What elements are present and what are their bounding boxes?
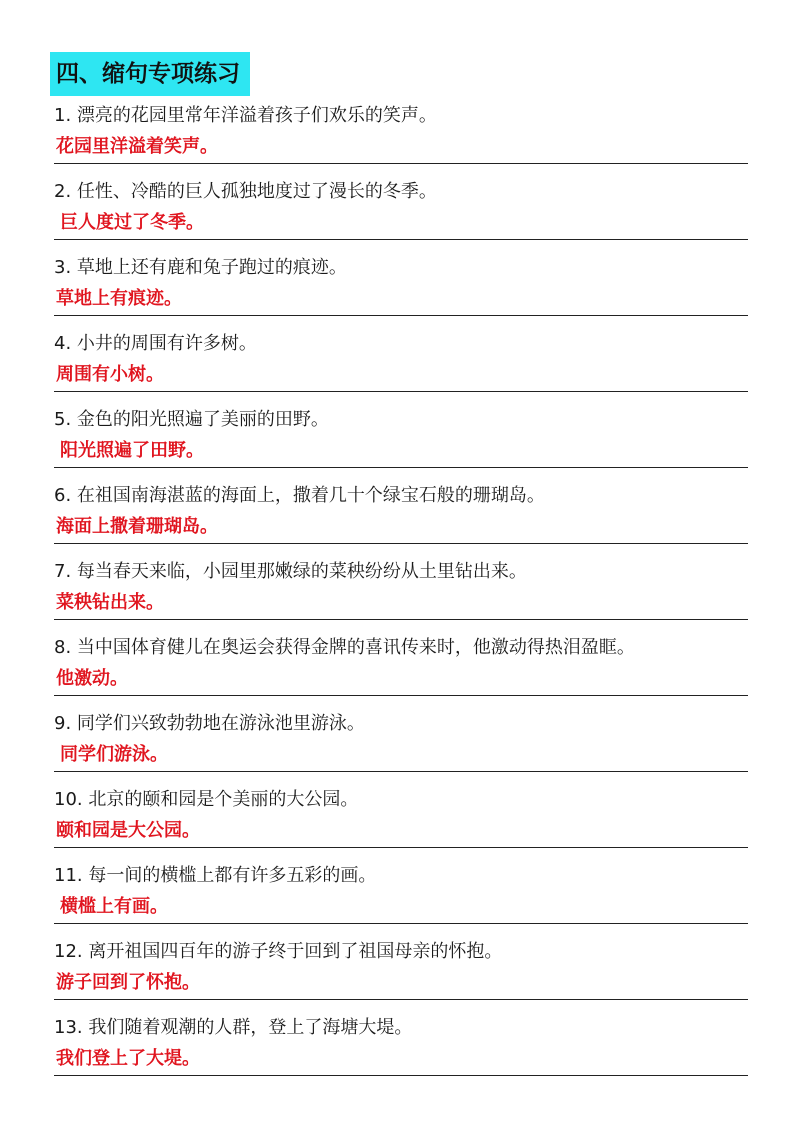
exercise-item (54, 705, 748, 781)
exercise-answer: 草地上有痕迹。 (56, 288, 182, 309)
exercise-item (54, 629, 748, 705)
answer-line (54, 695, 748, 696)
exercise-question: 7. 每当春天来临，小园里那嫩绿的菜秧纷纷从土里钻出来。 (54, 561, 527, 582)
exercise-answer: 周围有小树。 (56, 364, 164, 385)
exercise-answer: 阳光照遍了田野。 (60, 440, 204, 461)
exercise-answer: 横槛上有画。 (60, 896, 168, 917)
exercise-item (54, 249, 748, 325)
exercise-list (54, 97, 748, 1085)
exercise-answer: 颐和园是大公园。 (56, 820, 200, 841)
exercise-question: 6. 在祖国南海湛蓝的海面上，撒着几十个绿宝石般的珊瑚岛。 (54, 485, 545, 506)
answer-line (54, 315, 748, 316)
exercise-question: 10. 北京的颐和园是个美丽的大公园。 (54, 789, 359, 810)
answer-line (54, 847, 748, 848)
exercise-item (54, 1009, 748, 1085)
exercise-item (54, 553, 748, 629)
exercise-question: 3. 草地上还有鹿和兔子跑过的痕迹。 (54, 257, 347, 278)
exercise-question: 1. 漂亮的花园里常年洋溢着孩子们欢乐的笑声。 (54, 105, 437, 126)
exercise-answer: 游子回到了怀抱。 (56, 972, 200, 993)
exercise-item (54, 933, 748, 1009)
exercise-item (54, 97, 748, 173)
exercise-item (54, 477, 748, 553)
exercise-question: 2. 任性、冷酷的巨人孤独地度过了漫长的冬季。 (54, 181, 437, 202)
answer-line (54, 391, 748, 392)
exercise-item (54, 173, 748, 249)
exercise-question: 11. 每一间的横槛上都有许多五彩的画。 (54, 865, 377, 886)
answer-line (54, 619, 748, 620)
exercise-answer: 花园里洋溢着笑声。 (56, 136, 218, 157)
answer-line (54, 467, 748, 468)
exercise-item (54, 857, 748, 933)
exercise-question: 5. 金色的阳光照遍了美丽的田野。 (54, 409, 329, 430)
answer-line (54, 543, 748, 544)
answer-line (54, 771, 748, 772)
answer-line (54, 999, 748, 1000)
exercise-answer: 同学们游泳。 (60, 744, 168, 765)
exercise-answer: 我们登上了大堤。 (56, 1048, 200, 1069)
exercise-question: 9. 同学们兴致勃勃地在游泳池里游泳。 (54, 713, 365, 734)
answer-line (54, 163, 748, 164)
exercise-answer: 菜秧钻出来。 (56, 592, 164, 613)
exercise-question: 12. 离开祖国四百年的游子终于回到了祖国母亲的怀抱。 (54, 941, 503, 962)
exercise-answer: 海面上撒着珊瑚岛。 (56, 516, 218, 537)
answer-line (54, 239, 748, 240)
exercise-question: 8. 当中国体育健儿在奥运会获得金牌的喜讯传来时，他激动得热泪盈眶。 (54, 637, 635, 658)
answer-line (54, 1075, 748, 1076)
exercise-answer: 他激动。 (56, 668, 128, 689)
answer-line (54, 923, 748, 924)
section-title: 四、缩句专项练习 (50, 52, 250, 96)
exercise-item (54, 401, 748, 477)
exercise-question: 4. 小井的周围有许多树。 (54, 333, 257, 354)
exercise-item (54, 325, 748, 401)
exercise-item (54, 781, 748, 857)
exercise-answer: 巨人度过了冬季。 (60, 212, 204, 233)
exercise-question: 13. 我们随着观潮的人群，登上了海塘大堤。 (54, 1017, 413, 1038)
